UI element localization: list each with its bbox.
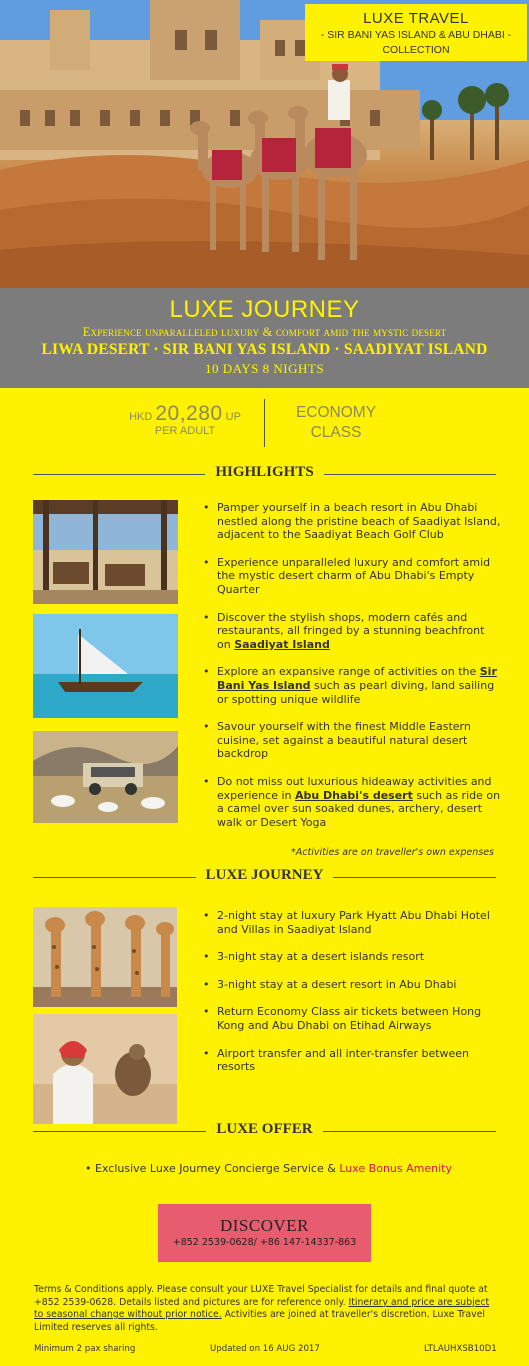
activities-footnote: *Activities are on traveller's own expenses	[291, 847, 494, 858]
price-divider	[264, 399, 265, 447]
highlight-item: • Experience unparalleled luxury and comfort amid the mystic desert charm of Abu Dhabi's Empty Quarter	[201, 556, 501, 597]
journey-item: • 3-night stay at a desert islands resort	[201, 950, 501, 964]
saadiyat-island-link[interactable]: Saadiyat Island	[234, 637, 330, 651]
highlights-heading	[33, 464, 496, 484]
offer-heading-label: LUXE OFFER	[206, 1121, 322, 1137]
abu-dhabi-desert-link[interactable]: Abu Dhabi's desert	[295, 788, 413, 802]
banner-tagline: Experience unparalleled luxury & comfort amid the mystic desert	[82, 325, 447, 339]
updated-date: Updated on 16 AUG 2017	[210, 1344, 320, 1354]
journey-item: • 3-night stay at a desert resort in Abu Dhabi	[201, 978, 501, 992]
title-banner	[0, 288, 529, 388]
giraffes-photo	[33, 907, 177, 1007]
price-suffix: UP	[225, 411, 241, 423]
banner-places: LIWA DESERT · SIR BANI YAS ISLAND · SAADIYAT ISLAND	[41, 341, 488, 358]
price-per: PER ADULT	[154, 425, 216, 437]
brand-title: LUXE TRAVEL	[363, 10, 469, 27]
brand-badge	[305, 4, 527, 61]
highlight-item: • Pamper yourself in a beach resort in Abu Dhabi nestled along the pristine beach of Saadiyat Island, adjacent to the Saadiyat Beach Golf Club	[201, 501, 501, 542]
journey-heading-label: LUXE JOURNEY	[196, 867, 334, 883]
highlights-heading-label: HIGHLIGHTS	[205, 464, 323, 480]
brand-collection: COLLECTION	[382, 44, 450, 56]
journey-list	[201, 909, 501, 1074]
min-pax: Minimum 2 pax sharing	[34, 1344, 136, 1354]
highlight-item: • Explore an expansive range of activities on the Sir Bani Yas Island such as pearl diving, land sailing or spotting unique wildlife	[201, 665, 501, 706]
price-block	[0, 398, 529, 450]
highlight-item: • Do not miss out luxurious hideaway activities and experience in Abu Dhabi's desert such as ride on a camel over sun soaked dunes, archery, desert walk or Desert Yoga	[201, 775, 501, 829]
journey-heading	[33, 867, 496, 887]
banner-duration: 10 DAYS 8 NIGHTS	[204, 361, 325, 376]
journey-item: • Return Economy Class air tickets between Hong Kong and Abu Dhabi on Etihad Airways	[201, 1005, 501, 1032]
class-block	[272, 403, 400, 443]
price-amount: 20,280	[155, 402, 223, 425]
safari-wildlife-photo	[33, 731, 178, 823]
journey-item: • 2-night stay at luxury Park Hyatt Abu Dhabi Hotel and Villas in Saadiyat Island	[201, 909, 501, 936]
product-code: LTLAUHXSB10D1	[424, 1344, 497, 1354]
class-line2: CLASS	[310, 424, 362, 441]
journey-item: • Airport transfer and all inter-transfer between resorts	[201, 1047, 501, 1074]
terms-text: Terms & Conditions apply. Please consult your LUXE Travel Specialist for details and final quote at +852 2539-0628. Details listed and pictures are for reference only. Itinerary and price are subject to seasonal change without prior notice. Activities are joined at traveller's discretion. Luxe Travel Limited reserves all rights.	[34, 1284, 490, 1333]
bonus-amenity: Luxe Bonus Amenity	[339, 1162, 452, 1175]
hero-image	[0, 0, 529, 288]
dhow-boat-photo	[33, 614, 178, 718]
price-amount-block	[110, 402, 260, 437]
brand-subtitle: - SIR BANI YAS ISLAND & ABU DHABI -	[320, 29, 512, 41]
discover-button[interactable]	[158, 1204, 371, 1262]
offer-heading	[33, 1121, 496, 1141]
offer-item: • Exclusive Luxe Journey Concierge Service & Luxe Bonus Amenity	[85, 1162, 452, 1175]
highlight-item: • Discover the stylish shops, modern cafés and restaurants, all fringed by a stunning beachfront on Saadiyat Island	[201, 611, 501, 652]
resort-lounge-photo	[33, 500, 178, 604]
sir-bani-yas-island-link[interactable]: Sir Bani Yas Island	[217, 665, 497, 692]
highlight-item: • Savour yourself with the finest Middle Eastern cuisine, set against a beautiful natural desert backdrop	[201, 720, 501, 761]
price-currency: HKD	[129, 411, 153, 423]
highlights-list	[201, 501, 501, 829]
discover-label: DISCOVER	[219, 1216, 309, 1235]
class-line1: ECONOMY	[295, 404, 377, 421]
banner-title: LUXE JOURNEY	[169, 296, 360, 323]
contact-phones: +852 2539-0628/ +86 147-14337-863	[172, 1237, 357, 1248]
falconer-photo	[33, 1014, 177, 1124]
